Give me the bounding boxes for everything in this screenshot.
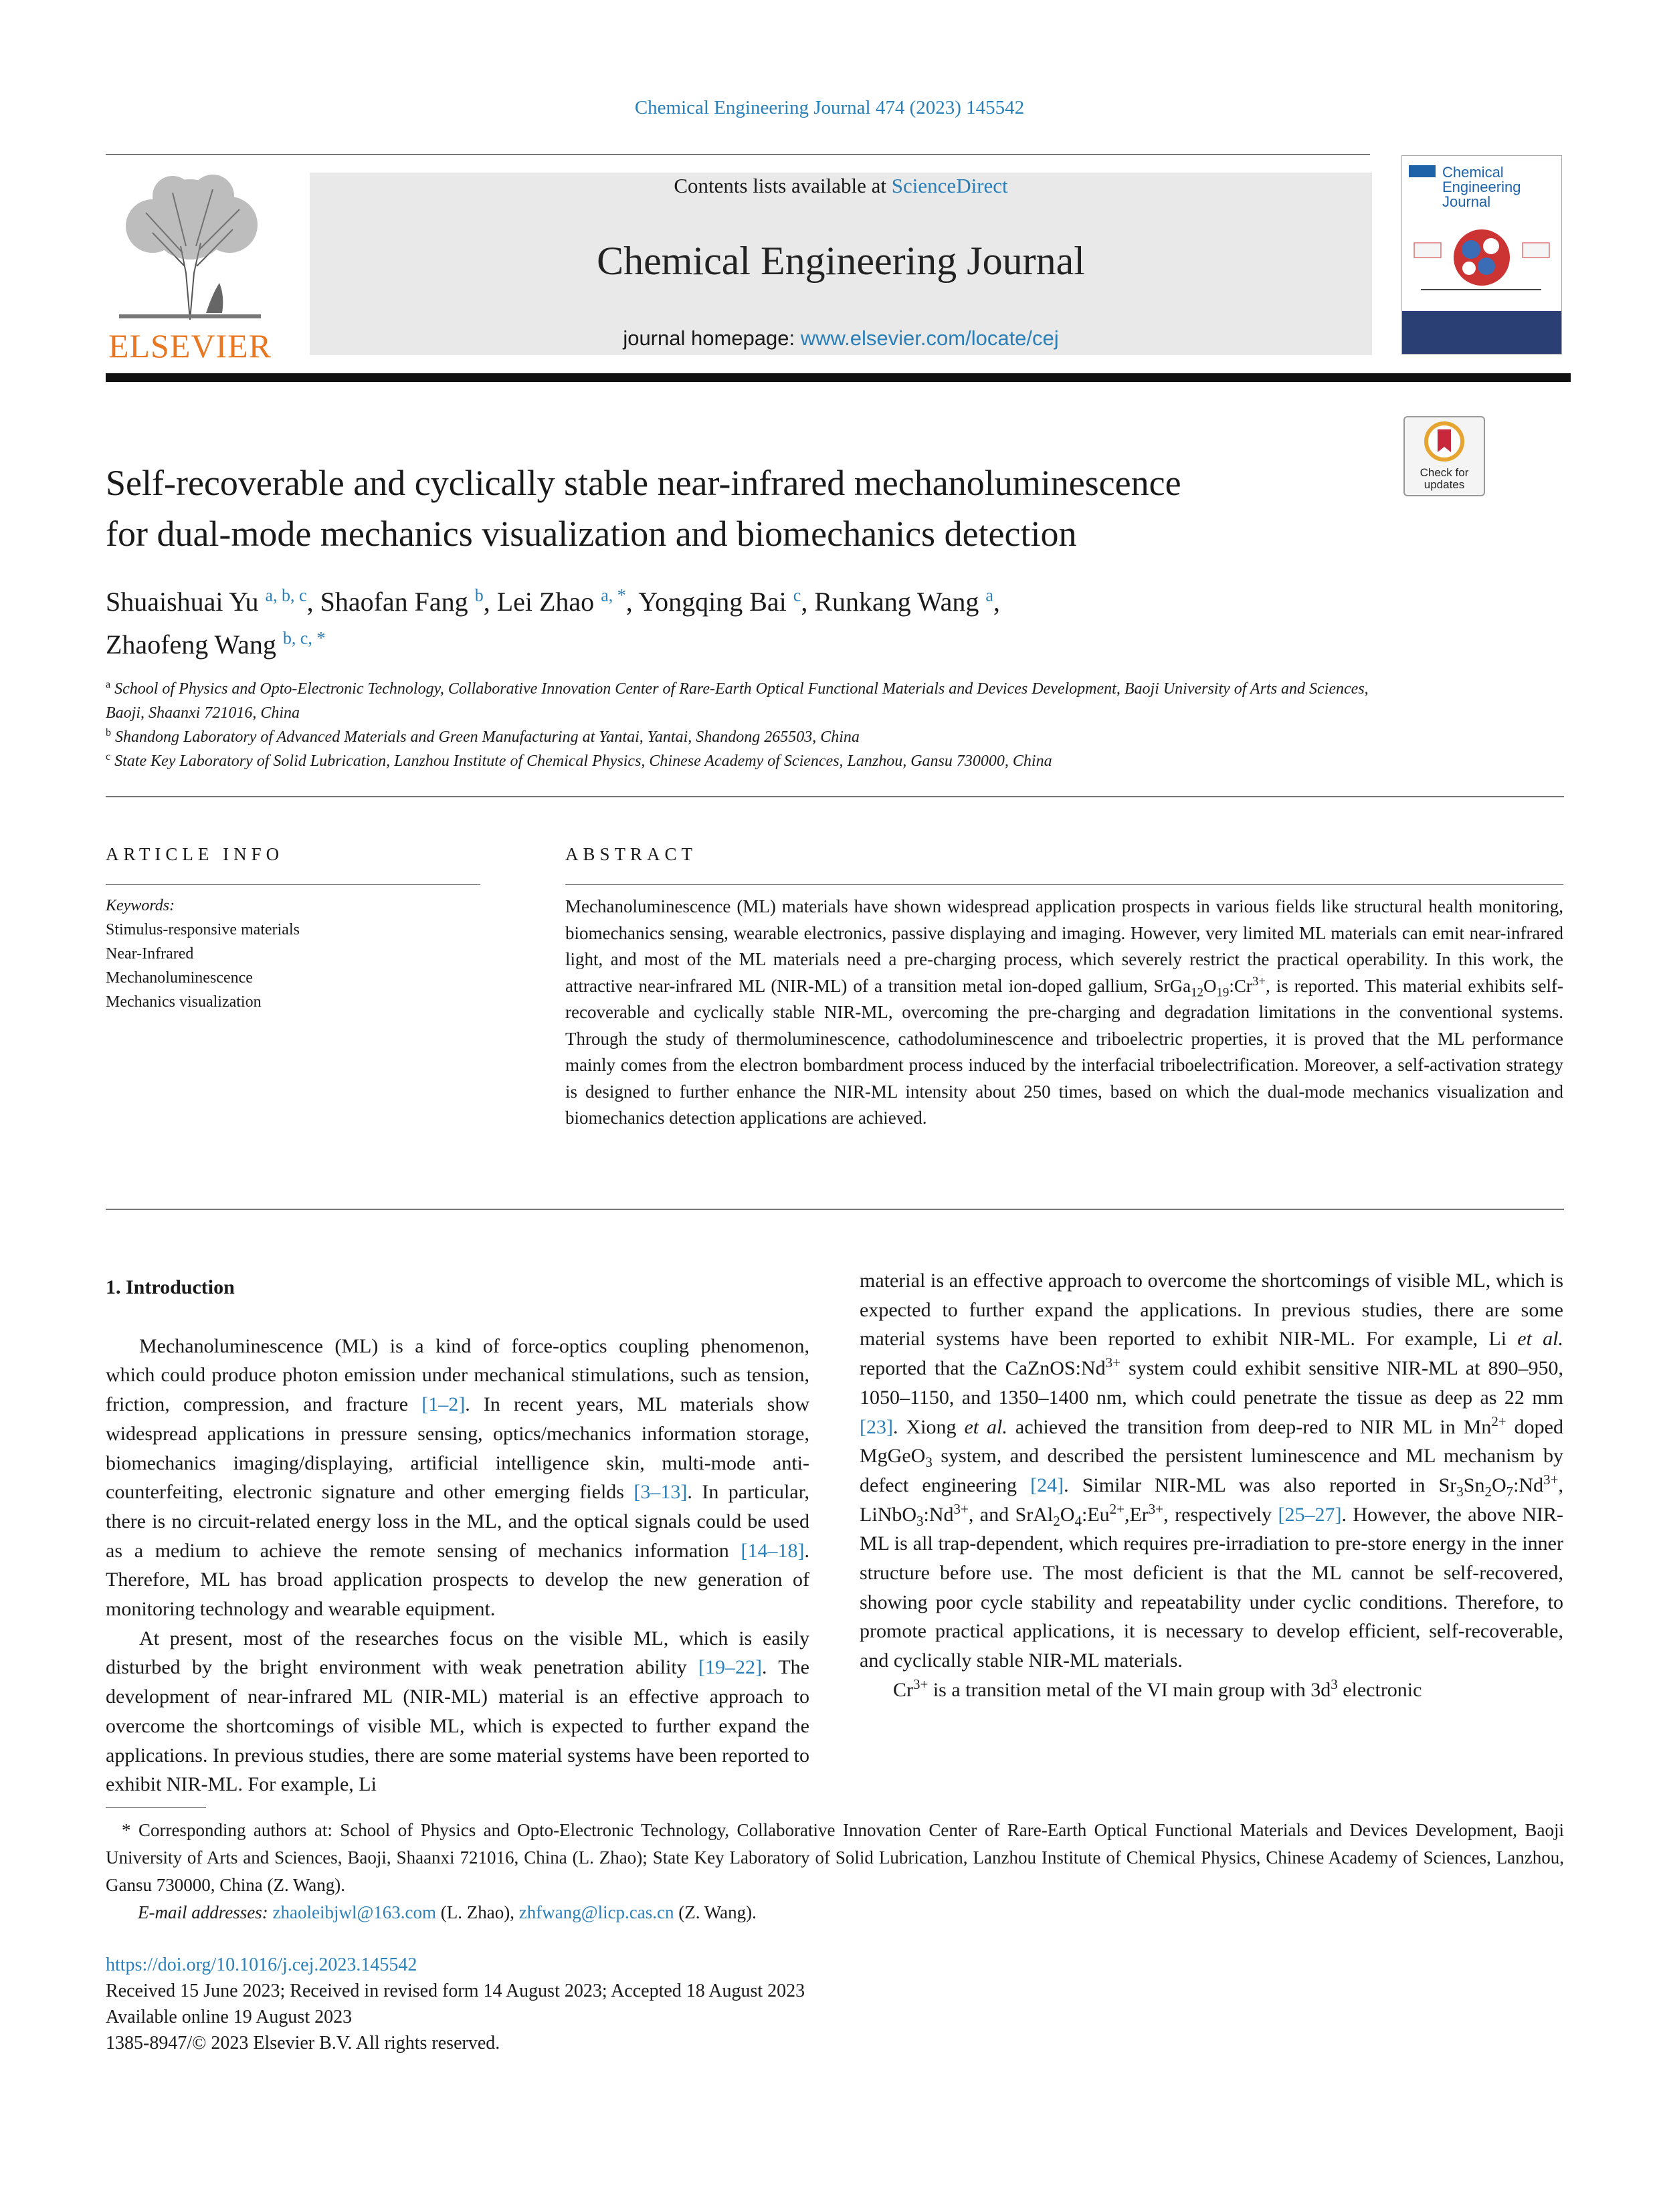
author-name[interactable]: Runkang Wang [814,587,979,617]
check-for-updates-button[interactable] [1403,416,1485,496]
homepage-line [310,326,1372,350]
affiliation-text: School of Physics and Opto-Electronic Technology, Collaborative Innovation Center of Rare-Earth Optical Functional Materials and Devices Development, Baoji University of Arts and Sciences, Baoji, Shaanxi 721016, China [106,680,1369,722]
affiliations [106,677,1377,773]
affiliation-text: Shandong Laboratory of Advanced Materials and Green Manufacturing at Yantai, Yantai, Shandong 265503, China [115,728,860,746]
text-run: material is an effective approach to overcome the shortcomings of visible ML, which is expected to further expand the applications. In previous studies, there are some material systems have been reported to exhibit NIR-ML. For example, Li [860,1270,1563,1350]
received-dates: Received 15 June 2023; Received in revised form 14 August 2023; Accepted 18 August 2023 [106,1981,805,2001]
text-run: . In particular, there is no circuit-related energy loss in the ML, and the optical signals could be used as a medium to achieve the remote sensing of mechanics information [106,1481,809,1562]
author-list [106,581,1377,666]
masthead-rule [106,373,1571,382]
formula: SrGa [1153,975,1191,996]
formula-sub: 3 [925,1454,933,1471]
author-affiliation-mark[interactable]: c [793,585,801,605]
keyword-item: Mechanics visualization [106,993,262,1011]
formula-sub: 12 [1191,985,1203,999]
author-affiliation-mark[interactable]: a, * [601,585,626,605]
contents-line [310,173,1372,198]
copyright: 1385-8947/© 2023 Elsevier B.V. All rights reserved. [106,2033,500,2053]
author-name[interactable]: Yongqing Bai [638,587,787,617]
formula-sub: 3 [1456,1483,1464,1500]
author-separator: , [801,587,815,617]
body-paragraph [106,1624,809,1796]
formula-sup: 3+ [913,1676,929,1692]
bookmark-icon [1424,421,1464,464]
body-column-left [106,1273,809,1796]
header-divider [106,154,1370,155]
check-updates-line: updates [1424,478,1465,491]
body-paragraph [106,1332,809,1624]
cover-title [1442,165,1521,209]
author-affiliation-mark[interactable]: a, b, c [265,585,307,605]
homepage-link[interactable]: www.elsevier.com/locate/cej [800,326,1059,350]
journal-cover-thumbnail[interactable] [1401,155,1562,355]
journal-title: Chemical Engineering Journal [597,239,1085,283]
author-affiliation-mark[interactable]: b, c, * [282,628,326,648]
abstract-divider [106,1209,1564,1210]
abstract-text [565,894,1563,1132]
doi-link[interactable]: https://doi.org/10.1016/j.cej.2023.145542 [106,1954,417,1975]
abstract-part: Mechanoluminescence (ML) materials have shown widespread application prospects in various fields like structural health monitoring, biomechanics sensing, wearable electronics, passive displaying and imaging. However, very limited ML materials can emit near-infrared light, and most of the ML materials need a pre-charging process, which severely restrict the practical operability. In this work, the attractive near-infrared ML (NIR-ML) of a transition metal ion-doped gallium, [565,896,1563,996]
affiliation-text: State Key Laboratory of Solid Lubrication, Lanzhou Institute of Chemical Physics, Chinese Academy of Sciences, Lanzhou, Gansu 730000, China [114,752,1052,770]
article-title-line: Self-recoverable and cyclically stable near-infrared mechanoluminescence [106,463,1181,503]
text-run: is a transition metal of the VI main group with 3d [928,1678,1331,1701]
reference-link[interactable]: [14–18] [741,1539,805,1562]
keywords-block [106,894,480,1014]
text-run: reported that the CaZnOS:Nd [860,1357,1106,1380]
formula-sup: 3+ [1543,1471,1559,1488]
sciencedirect-link[interactable]: ScienceDirect [891,174,1008,197]
publication-info [106,1952,1109,2056]
formula-sup: 3+ [953,1500,969,1517]
author-name[interactable]: Shaofan Fang [320,587,468,617]
article-info-heading: ARTICLE INFO [106,844,284,864]
text-run: , respectively [1163,1503,1278,1526]
cover-footer-band [1402,311,1561,354]
text-run: Sn [1463,1474,1485,1496]
text-run: Cr [893,1678,913,1701]
formula-sup: 2+ [1491,1413,1506,1429]
text-run: achieved the transition from deep-red to NIR ML in Mn [1007,1415,1492,1438]
article-title-line: for dual-mode mechanics visualization and biomechanics detection [106,514,1077,554]
formula-sub: 3 [916,1512,924,1529]
affiliation-item [106,749,1377,773]
text-run: electronic [1337,1678,1422,1701]
author-separator: , [993,587,1000,617]
author-separator: , [306,587,320,617]
journal-masthead [310,173,1372,355]
reference-link[interactable]: [3–13] [633,1481,688,1504]
cover-title-line: Journal [1442,193,1491,210]
affiliation-mark: b [106,727,111,738]
reference-link[interactable]: [19–22] [698,1656,763,1679]
available-online: Available online 19 August 2023 [106,2007,353,2027]
affiliation-item [106,677,1377,725]
footnote-text: Corresponding authors at: School of Physics and Opto-Electronic Technology, Collaborative Innovation Center of Rare-Earth Optical Functional Materials and Devices Development, Baoji University of Arts and Sciences, Baoji, Shaanxi 721016, China (L. Zhao); State Key Laboratory of Solid Lubrication, Lanzhou Institute of Chemical Physics, Chinese Academy of Sciences, Lanzhou, Gansu 730000, China (Z. Wang). [106,1820,1564,1895]
affiliation-item [106,725,1377,749]
footnote-emails [106,1899,1564,1926]
text-run: :Eu [1081,1503,1110,1526]
article-info-rule [106,884,480,885]
abstract-rule [565,884,1563,885]
cover-graphic [1407,216,1556,303]
body-column-right [860,1266,1563,1705]
keywords-label: Keywords: [106,897,175,914]
section-heading: 1. Introduction [106,1276,235,1298]
text-run: . In recent years, ML materials show widespread applications in pressure sensing, optics/mechanics information storage, biomechanics imaging/displaying, artificial intelligence skin, multi-mode anti-counterfeiting, electronic signature and other emerging fields [106,1393,809,1504]
text-run: . Similar NIR-ML was also reported in Sr [1064,1474,1457,1496]
text-run: . Therefore, ML has broad application prospects to develop the new generation of monitoring technology and wearable equipment. [106,1539,809,1621]
formula: O [1203,975,1217,996]
author-affiliation-mark[interactable]: b [474,585,484,605]
text-run: doped MgGeO [860,1415,1563,1468]
email-owner: (Z. Wang). [674,1902,757,1922]
formula-sub: 2 [1484,1483,1492,1500]
formula-sup: 3+ [1105,1354,1120,1371]
reference-link[interactable]: [25–27] [1278,1503,1342,1526]
author-name[interactable]: Shuaishuai Yu [106,587,259,617]
text-run: system could exhibit sensitive NIR-ML at 890–950, 1050–1150, and 1350–1400 nm, which could penetrate the tissue as deep as 22 mm [860,1357,1563,1409]
text-run: , and SrAl [968,1503,1054,1526]
text-run: , LiNbO [860,1474,1563,1526]
keyword-item: Stimulus-responsive materials [106,921,300,938]
text-run: system, and described the persistent luminescence and ML mechanism by defect engineering [860,1445,1563,1496]
cover-title-line: Chemical [1442,164,1504,181]
text-run: ,Er [1124,1503,1149,1526]
body-paragraph [860,1676,1563,1705]
text-run: At present, most of the researches focus on the visible ML, which is easily disturbed by the bright environment with weak penetration ability [106,1627,809,1679]
affiliation-mark: a [106,679,111,690]
footnote-rule [106,1807,206,1808]
abstract-part: , is reported. This material exhibits self-recoverable and cyclically stable NIR-ML, overcoming the pre-charging and degradation limitations in the conventional systems. Through the study of thermoluminescence, cathodoluminescence and triboelectric properties, it is proved that the ML performance mainly comes from the electron bombardment process induced by the interfacial triboelectrification. Moreover, a self-activation strategy is designed to further enhance the NIR-ML intensity about 250 times, based on which the dual-mode mechanics visualization and biomechanics detection applications are achieved. [565,975,1563,1128]
formula-sup: 3+ [1148,1500,1164,1517]
corresponding-author-footnote [106,1817,1564,1926]
reference-link[interactable]: [1–2] [421,1393,466,1416]
author-name[interactable]: Zhaofeng Wang [106,629,276,660]
formula-sup: 3 [1331,1676,1338,1692]
keyword-item: Near-Infrared [106,945,194,963]
text-run: . However, the above NIR-ML is all trap-dependent, which requires pre-irradiation to pre-store energy in the inner structure before use. The most deficient is that the ML cannot be self-recovered, showing poor cycle stability and repeatability under cyclic conditions. Therefore, to promote practical applications, it is necessary to develop efficient, self-recoverable, and cyclically stable NIR-ML materials. [860,1503,1563,1672]
author-separator: , [483,587,497,617]
email-label: E-mail addresses: [138,1902,268,1922]
affiliation-mark: c [106,751,111,763]
check-updates-line: Check for [1420,466,1469,479]
abstract-heading: ABSTRACT [565,844,698,864]
article-title [106,458,1377,559]
footnote-star: * [122,1820,131,1840]
et-al: et al. [1517,1328,1563,1350]
email-link[interactable]: zhfwang@licp.cas.cn [518,1902,674,1922]
reference-link[interactable]: [23] [860,1415,893,1438]
footnote-corresponding [106,1817,1564,1899]
text-run: O [1491,1474,1506,1496]
author-affiliation-mark[interactable]: a [985,585,993,605]
author-name[interactable]: Lei Zhao [496,587,595,617]
email-owner: (L. Zhao), [436,1902,519,1922]
formula-sub: 2 [1053,1512,1060,1529]
formula-sub: 19 [1216,985,1230,999]
contents-prefix: Contents lists available at [674,174,887,197]
text-run: :Nd [923,1503,954,1526]
formula: :Cr [1229,975,1252,996]
cover-title-line: Engineering [1442,179,1521,195]
text-run: Mechanoluminescence (ML) is a kind of force-optics coupling phenomenon, which could produce photon emission under mechanical stimulations, such as tension, friction, compression, and fracture [106,1334,809,1416]
journal-reference[interactable]: Chemical Engineering Journal 474 (2023) 145542 [634,97,1025,118]
publisher-name: ELSEVIER [108,327,272,365]
text-run: . The development of near-infrared ML (NIR-ML) material is an effective approach to overcome the shortcomings of visible ML, which is expected to further expand the applications. In previous studies, there are some material systems have been reported to exhibit NIR-ML. For example, Li [106,1656,809,1796]
affiliation-divider [106,796,1564,797]
text-run: . Xiong [892,1415,965,1438]
text-run: O [1060,1503,1075,1526]
keyword-item: Mechanoluminescence [106,969,253,987]
formula-sub: 4 [1074,1512,1082,1529]
formula-sub: 7 [1506,1483,1514,1500]
formula-sup: 2+ [1109,1500,1125,1517]
homepage-prefix: journal homepage: [623,326,795,350]
body-paragraph-continued [860,1266,1563,1676]
reference-link[interactable]: [24] [1030,1474,1064,1496]
formula-sup: 3+ [1252,974,1266,989]
email-link[interactable]: zhaoleibjwl@163.com [272,1902,437,1922]
text-run: :Nd [1513,1474,1544,1496]
et-al: et al. [964,1415,1007,1438]
author-separator: , [625,587,639,617]
